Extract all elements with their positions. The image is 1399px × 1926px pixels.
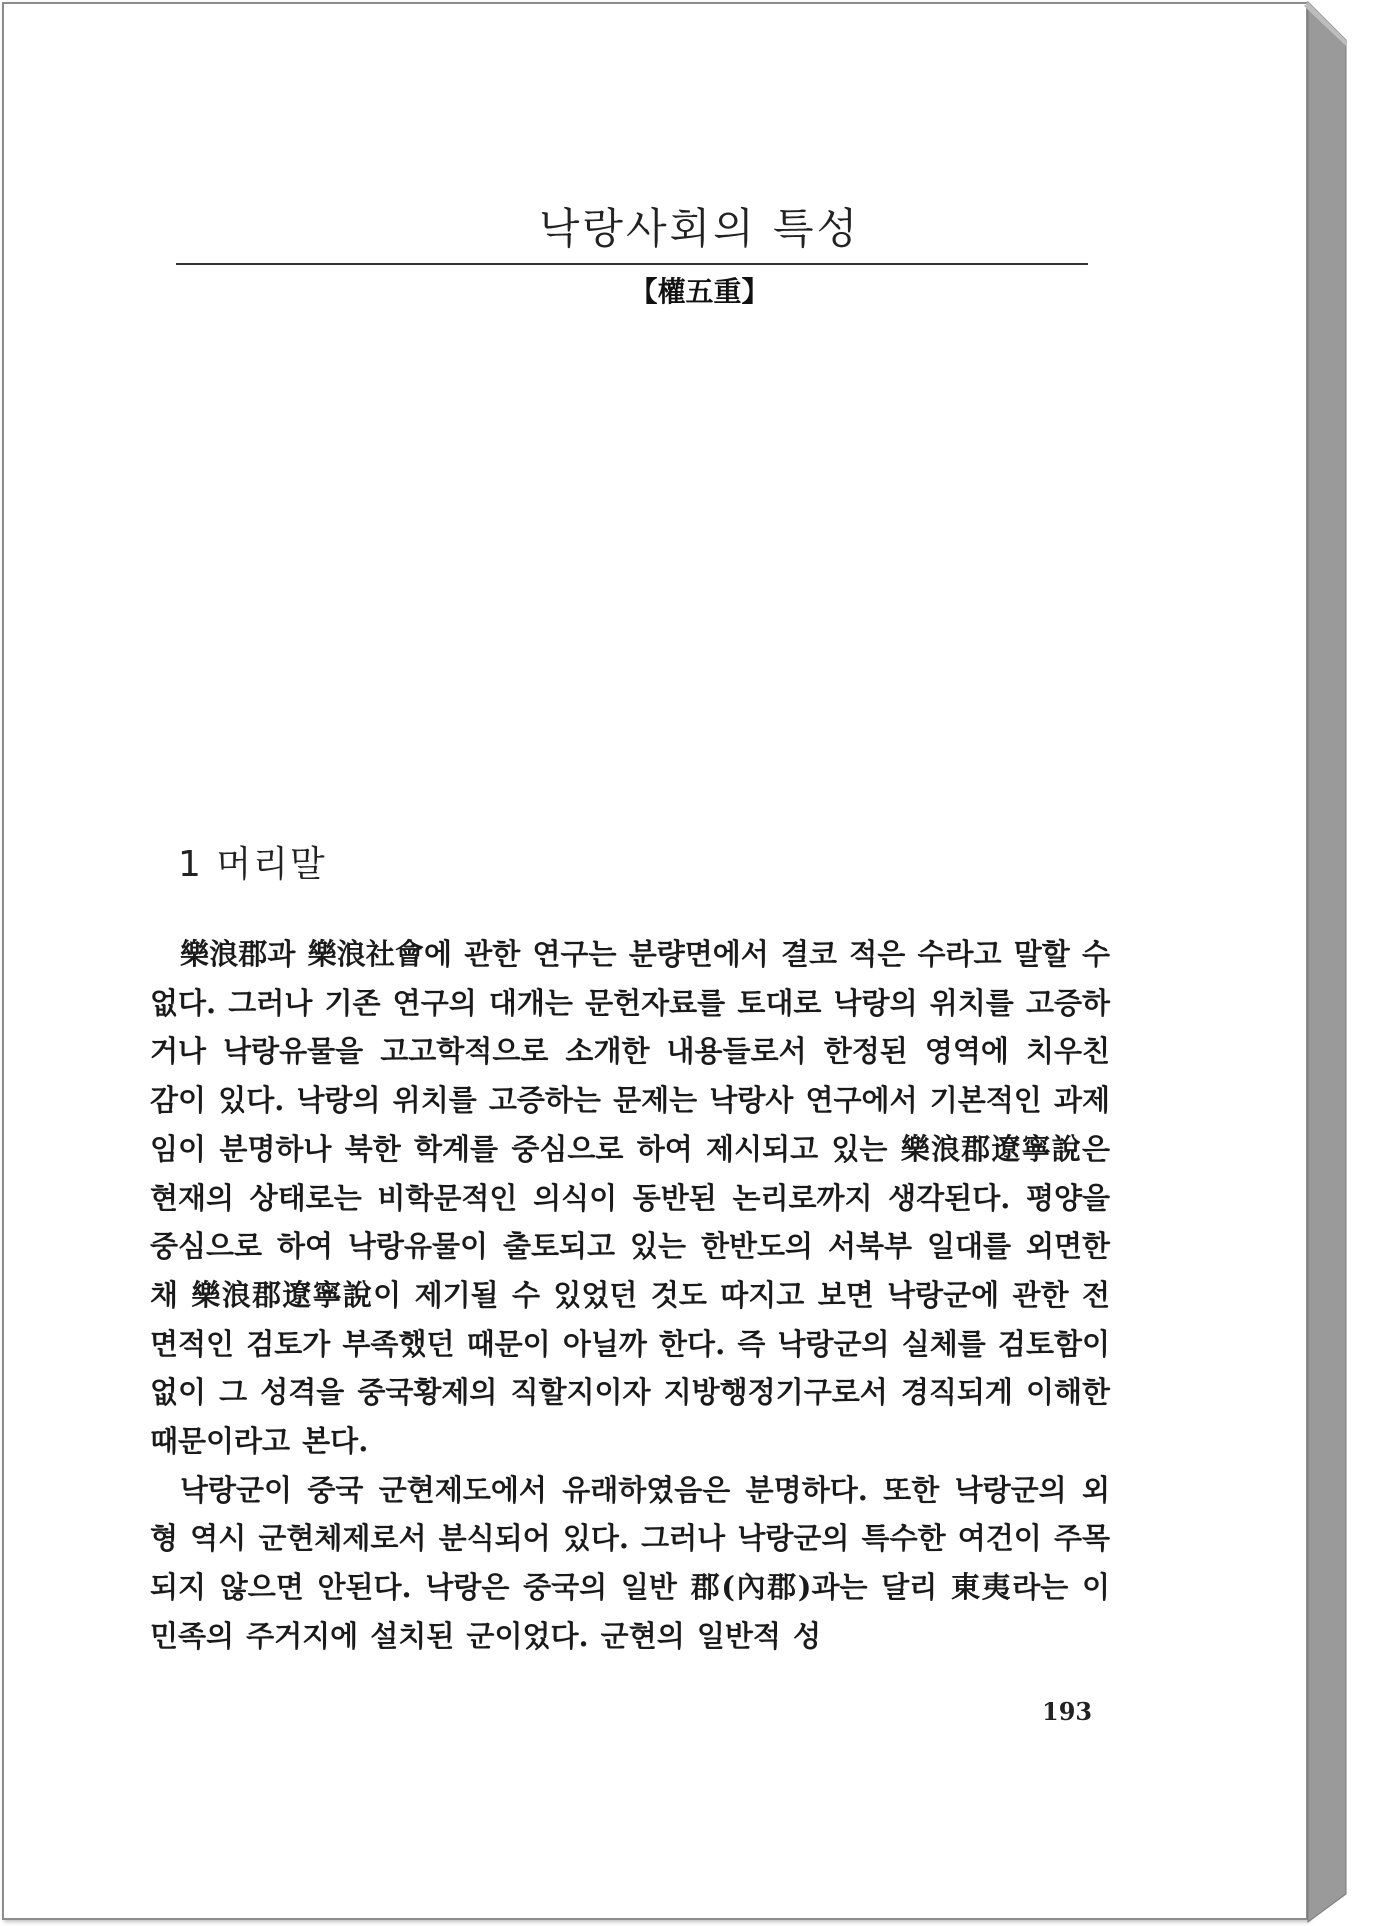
author-name: 【權五重】 (629, 275, 770, 308)
paragraph-2: 낙랑군이 중국 군현제도에서 유래하였음은 분명하다. 또한 낙랑군의 외형 역시 군현체제로서 분식되어 있다. 그러나 낙랑군의 특수한 여건이 주목되지 않으면 안된다. 낙랑은 중국의 일반 郡(內郡)과는 달리 東夷라는 이민족의 주거지에 설치된 군이었다. 군현의 일반적 성 (150, 1472, 1110, 1653)
page-edge-top (1304, 2, 1346, 46)
title-underline (176, 263, 1088, 265)
page-number: 193 (1042, 1697, 1093, 1726)
section-heading: 1 머리말 (178, 844, 327, 885)
body-text (150, 930, 1110, 1661)
paragraph-1: 樂浪郡과 樂浪社會에 관한 연구는 분량면에서 결코 적은 수라고 말할 수 없다. 그러나 기존 연구의 대개는 문헌자료를 토대로 낙랑의 위치를 고증하거나 낙랑유물을 고고학적으로 소개한 내용들로서 한정된 영역에 치우친 감이 있다. 낙랑의 위치를 고증하는 문제는 낙랑사 연구에서 기본적인 과제임이 분명하나 북한 학계를 중심으로 하여 제시되고 있는 樂浪郡遼寧說은 현재의 상태로는 비학문적인 의식이 동반된 논리로까지 생각된다. 평양을 중심으로 하여 낙랑유물이 출토되고 있는 한반도의 서북부 일대를 외면한 채 樂浪郡遼寧說이 제기될 수 있었던 것도 따지고 보면 낙랑군에 관한 전면적인 검토가 부족했던 때문이 아닐까 한다. 즉 낙랑군의 실체를 검토함이 없이 그 성격을 중국황제의 직할지이자 지방행정기구로서 경직되게 이해한 때문이라고 본다. (150, 937, 1110, 1459)
chapter-title: 낙랑사회의 특성 (538, 204, 861, 253)
